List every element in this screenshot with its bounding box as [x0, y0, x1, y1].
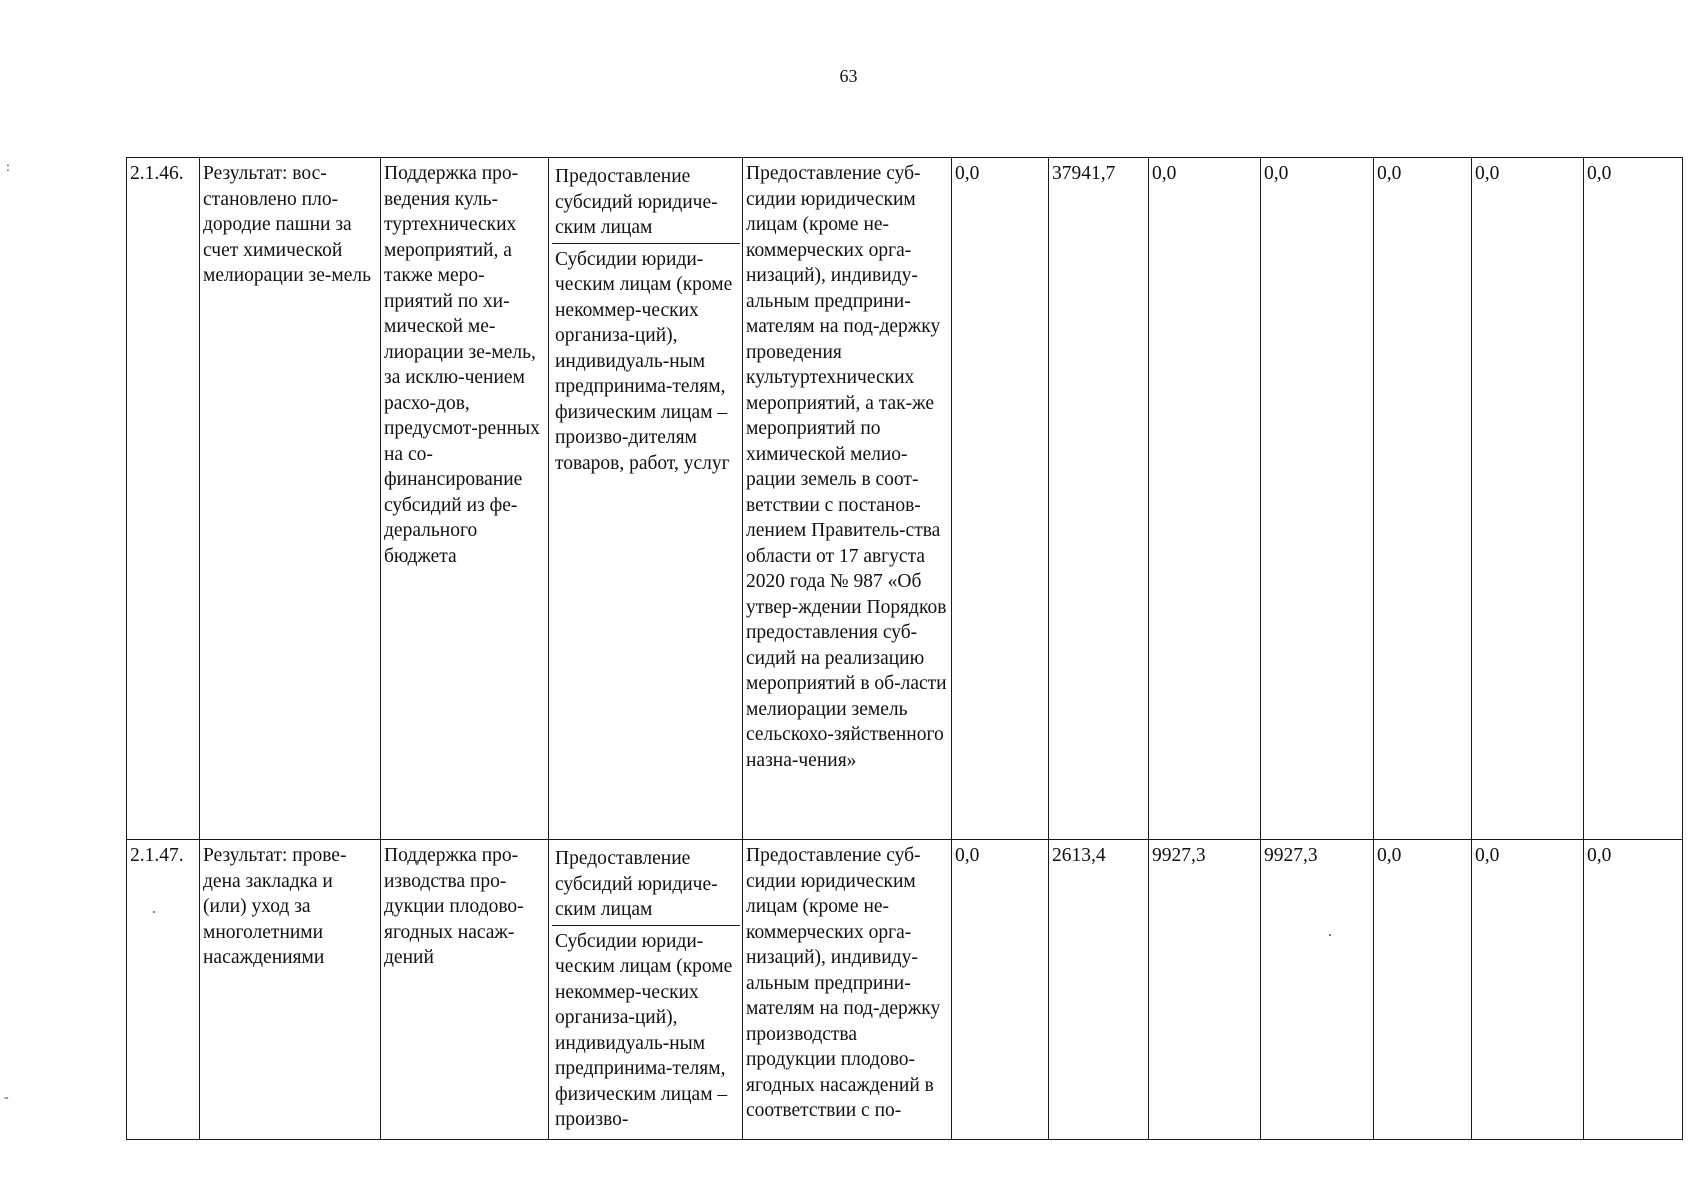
value-cell: 0,0 [1149, 158, 1261, 840]
table-row [127, 158, 1683, 840]
result-cell: Результат: прове-дена закладка и (или) уход за многолетними насаждениями [200, 840, 381, 1140]
value-cell: 0,0 [1374, 840, 1472, 1140]
value-cell: 9927,3 [1149, 840, 1261, 1140]
value-cell: 0,0 [1261, 158, 1374, 840]
table-row [127, 840, 1683, 1140]
measure-cell: Поддержка про-ведения куль-туртехнических мероприятий, а также меро-приятий по хи-мической ме-лиорации зе-мель, за исклю-чением расхо-дов, предусмот-ренных на со-финансирование субсидий из фе-дерального бюджета [381, 158, 549, 840]
value-cell: 0,0 [952, 840, 1049, 1140]
scan-speck [153, 911, 155, 913]
description-cell: Предоставление суб-сидии юридическим лицам (кроме не-коммерческих орга-низаций), индивиду-альным предприни-мателям на под-держку производства продукции плодово-ягодных насаждений в соответствии с по- [743, 840, 952, 1140]
margin-mark-bottom: - [4, 1090, 9, 1105]
support-type-bottom: Субсидии юриди-ческим лицам (кроме некоммер-ческих организа-ций), индивидуаль-ным предпринима-телям, физическим лицам – произво- [555, 930, 733, 1130]
page-number: 63 [839, 66, 858, 86]
value-cell: 0,0 [1584, 158, 1683, 840]
value-cell: 0,0 [952, 158, 1049, 840]
row-code: 2.1.47. [127, 840, 200, 1140]
support-type-bottom: Субсидии юриди-ческим лицам (кроме некоммер-ческих организа-ций), индивидуаль-ным предпринима-телям, физическим лицам – произво-дителям товаров, работ, услуг [555, 248, 733, 474]
support-type-cell [549, 158, 743, 840]
value-cell: 37941,7 [1049, 158, 1149, 840]
value-cell: 0,0 [1374, 158, 1472, 840]
support-type-top: Предоставление субсидий юридиче-ским лицам [552, 161, 740, 244]
scan-speck [1329, 934, 1331, 936]
row-code: 2.1.46. [127, 158, 200, 840]
value-cell: 2613,4 [1049, 840, 1149, 1140]
program-activities-table [126, 157, 1683, 1140]
value-cell: 9927,3 [1261, 840, 1374, 1140]
value-cell: 0,0 [1472, 840, 1584, 1140]
support-type-cell [549, 840, 743, 1140]
result-cell: Результат: вос-становлено пло-дородие пашни за счет химической мелиорации зе-мель [200, 158, 381, 840]
margin-mark-top: : [6, 160, 10, 175]
support-type-top: Предоставление субсидий юридиче-ским лицам [552, 843, 740, 926]
value-cell: 0,0 [1584, 840, 1683, 1140]
measure-cell: Поддержка про-изводства про-дукции плодово-ягодных насаж-дений [381, 840, 549, 1140]
value-cell: 0,0 [1472, 158, 1584, 840]
description-cell: Предоставление суб-сидии юридическим лицам (кроме не-коммерческих орга-низаций), индивиду-альным предприни-мателям на под-держку проведения культуртехнических мероприятий, а так-же мероприятий по химической мелио-рации земель в соот-ветствии с постанов-лением Правитель-ства области от 17 августа 2020 года № 987 «Об утвер-ждении Порядков предоставления суб-сидий на реализацию мероприятий в об-ласти мелиорации земель сельскохо-зяйственного назна-чения» [743, 158, 952, 840]
